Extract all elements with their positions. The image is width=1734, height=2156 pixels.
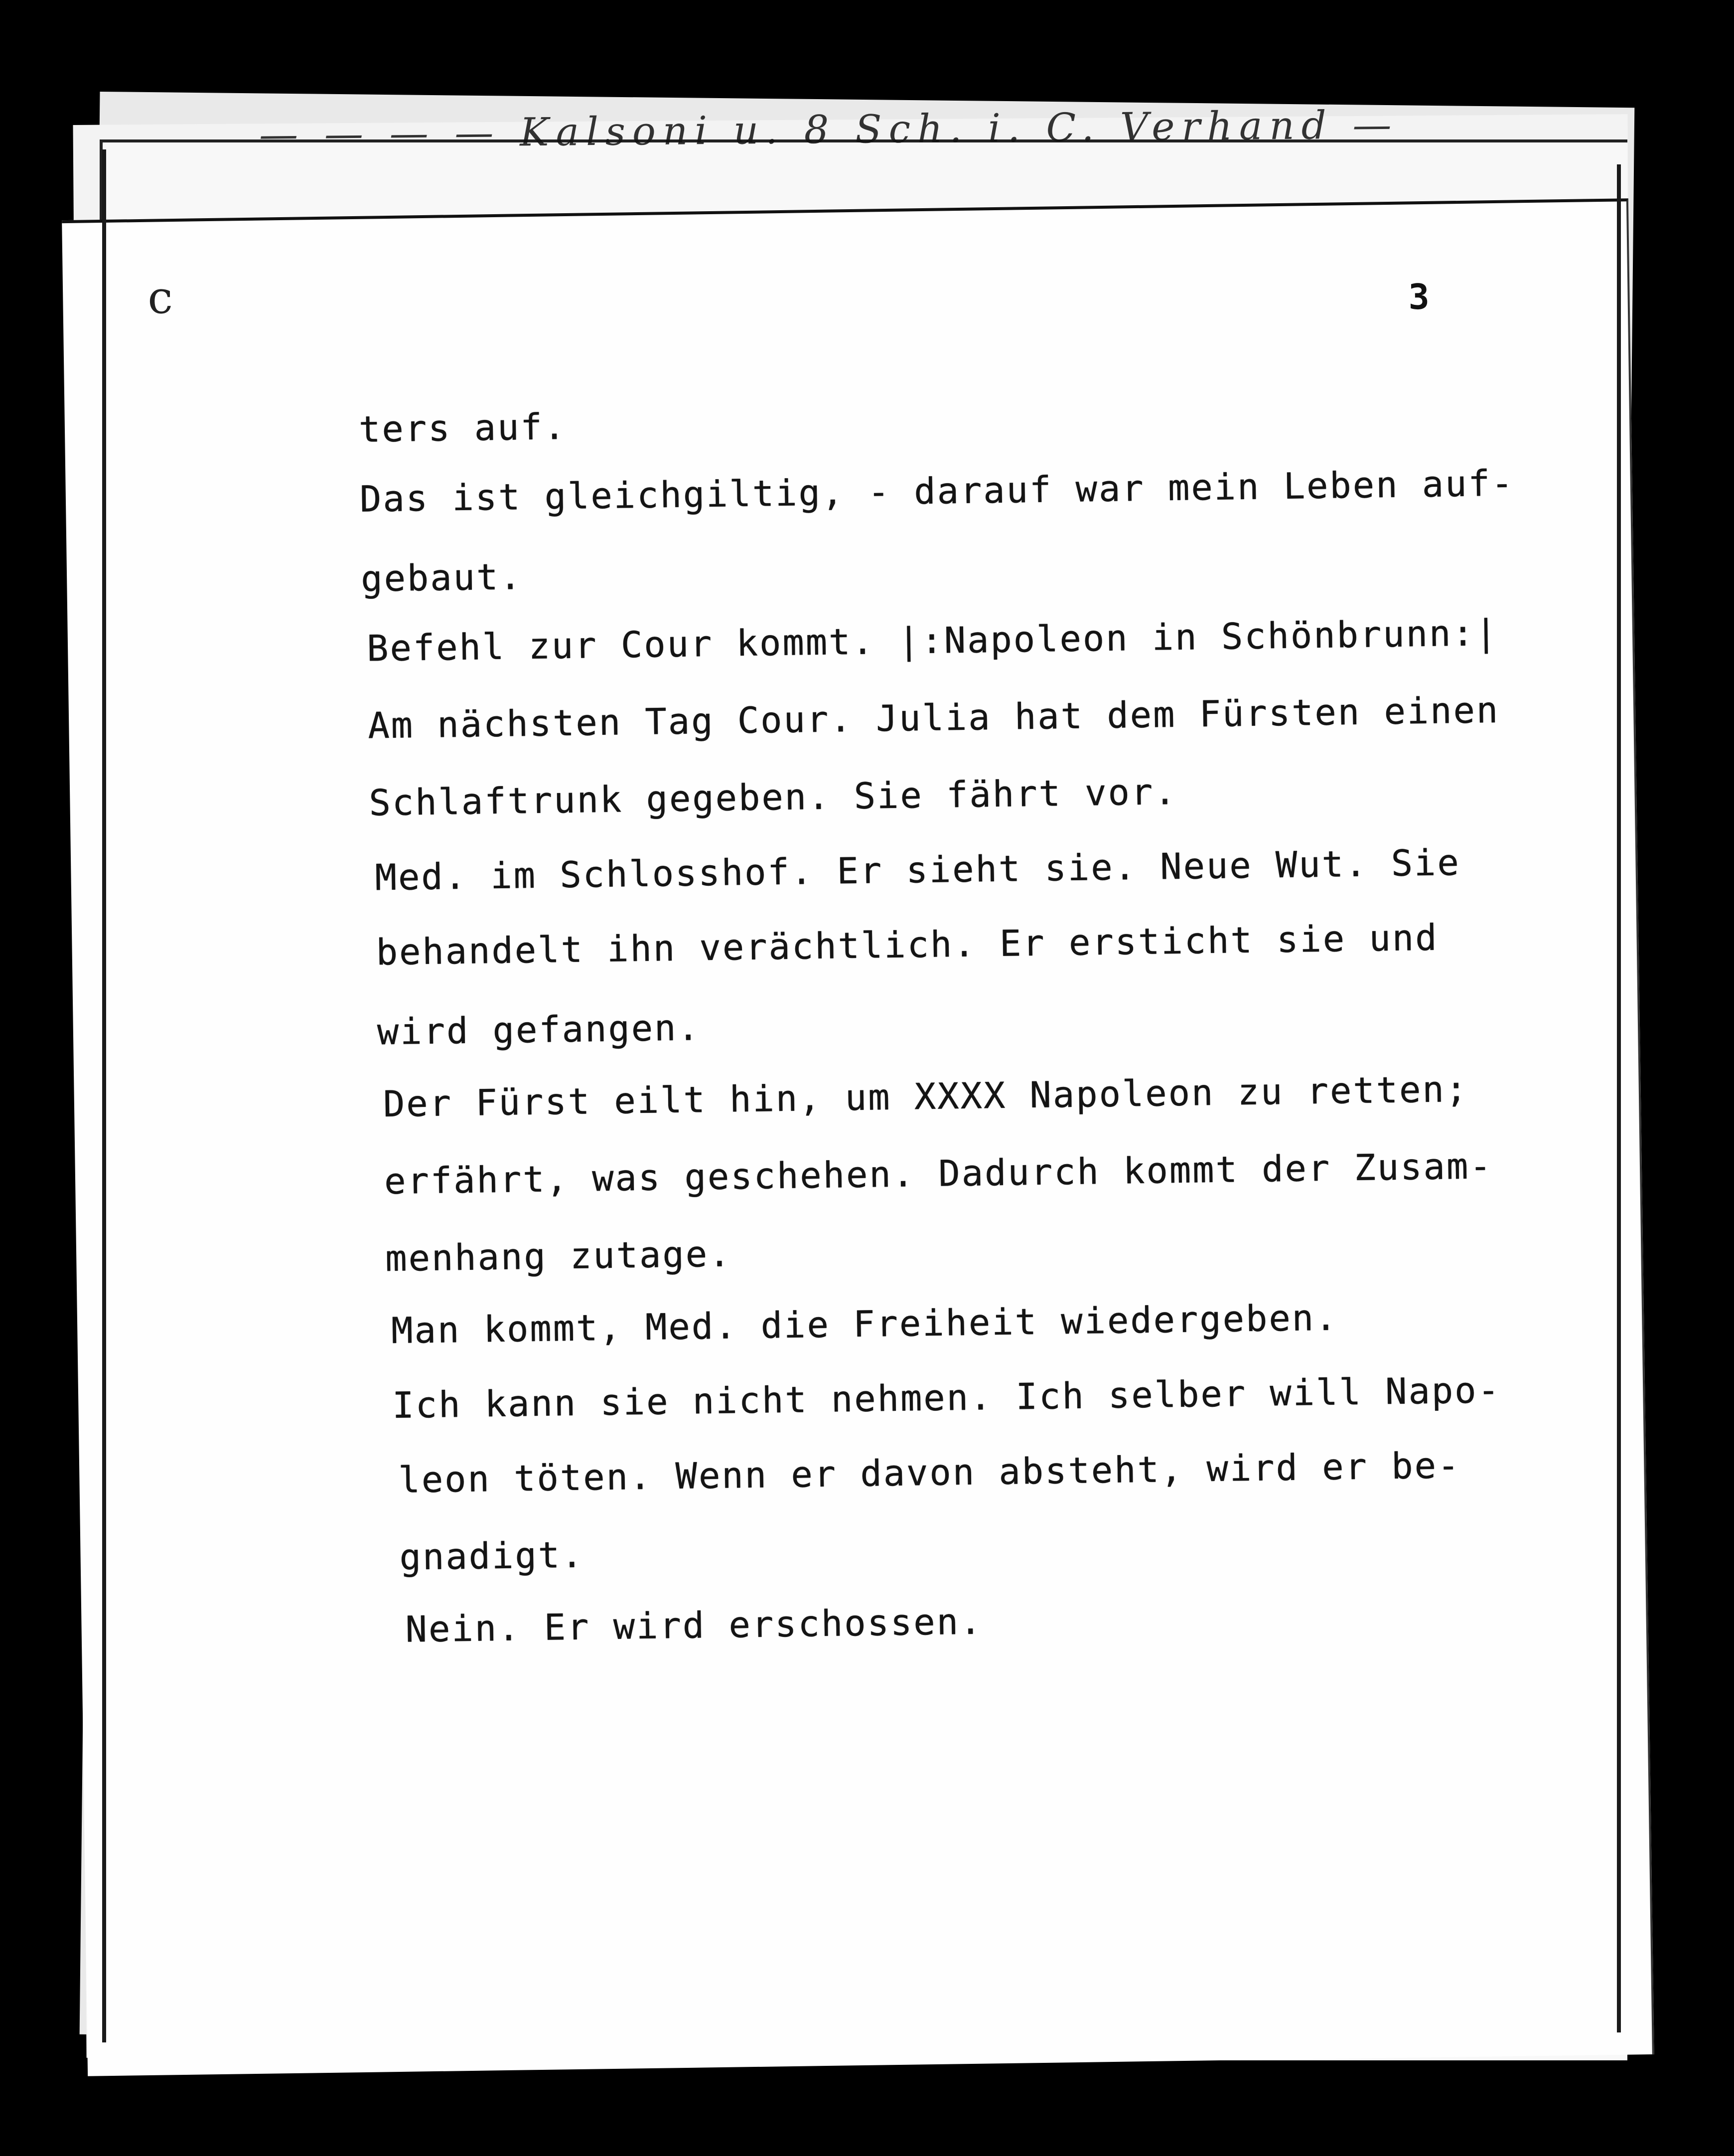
text-line: leon töten. Wenn er davon absteht, wird er be- [398,1444,1461,1501]
text-line: gebaut. [360,555,523,600]
text-body [62,201,1652,2076]
text-line: gnadigt. [399,1533,585,1578]
text-line: Med. im Schlosshof. Er sieht sie. Neue Wut. Sie [375,841,1461,899]
typewritten-page [62,198,1654,2076]
text-line: Am nächsten Tag Cour. Julia hat dem Fürsten einen [367,688,1500,747]
handwritten-header: — — — — Kalsoni u. 8 Sch. i. C. Verhand — [259,102,1399,157]
page-number: 3 [1408,276,1430,318]
page-edge [102,149,106,2042]
text-line: behandelt ihn verächtlich. Er ersticht sie und [376,916,1439,973]
text-line: Man kommt, Med. die Freiheit wiedergeben. [391,1296,1338,1352]
text-line: Nein. Er wird erschossen. [405,1600,983,1650]
text-line: ters auf. [358,405,567,450]
margin-mark: c [147,271,173,324]
text-line: Schlaftrunk gegeben. Sie fährt vor. [368,770,1178,824]
text-line: Befehl zur Cour kommt. |:Napoleon in Schönbrunn:| [366,611,1499,670]
text-line: Ich kann sie nicht nehmen. Ich selber will Napo- [392,1369,1501,1427]
text-line: Das ist gleichgiltig, - darauf war mein Leben auf- [359,462,1515,520]
page-edge [1617,164,1621,2032]
text-line: wird gefangen. [377,1006,701,1053]
text-line: Der Fürst eilt hin, um XXXX Napoleon zu retten; [383,1068,1469,1125]
text-line: erfährt, was geschehen. Dadurch kommt der Zusam- [384,1145,1493,1203]
text-line: menhang zutage. [385,1232,732,1280]
